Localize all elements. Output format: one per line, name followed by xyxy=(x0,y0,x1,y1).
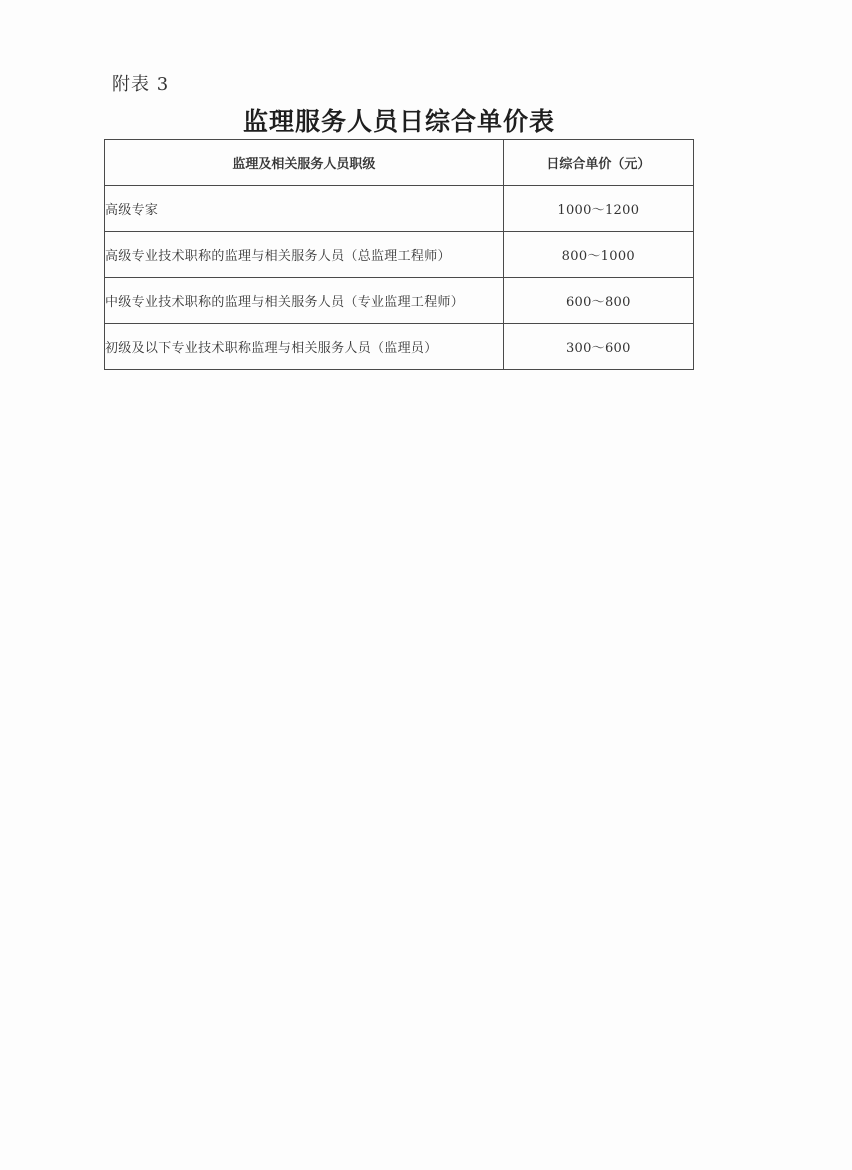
role-cell: 高级专业技术职称的监理与相关服务人员（总监理工程师） xyxy=(105,232,504,278)
role-cell: 高级专家 xyxy=(105,186,504,232)
table-row xyxy=(105,232,694,278)
rate-table xyxy=(104,139,694,370)
price-cell: 600～800 xyxy=(503,278,693,324)
column-header-role: 监理及相关服务人员职级 xyxy=(105,140,504,186)
price-cell: 1000～1200 xyxy=(503,186,693,232)
table-header-row xyxy=(105,140,694,186)
page-title: 监理服务人员日综合单价表 xyxy=(242,107,555,136)
table-row xyxy=(105,278,694,324)
role-cell: 初级及以下专业技术职称监理与相关服务人员（监理员） xyxy=(105,324,504,370)
column-header-price: 日综合单价（元） xyxy=(503,140,693,186)
table-row xyxy=(105,324,694,370)
table-row xyxy=(105,186,694,232)
annex-label: 附表 3 xyxy=(112,74,170,95)
price-cell: 300～600 xyxy=(503,324,693,370)
price-cell: 800～1000 xyxy=(503,232,693,278)
role-cell: 中级专业技术职称的监理与相关服务人员（专业监理工程师） xyxy=(105,278,504,324)
